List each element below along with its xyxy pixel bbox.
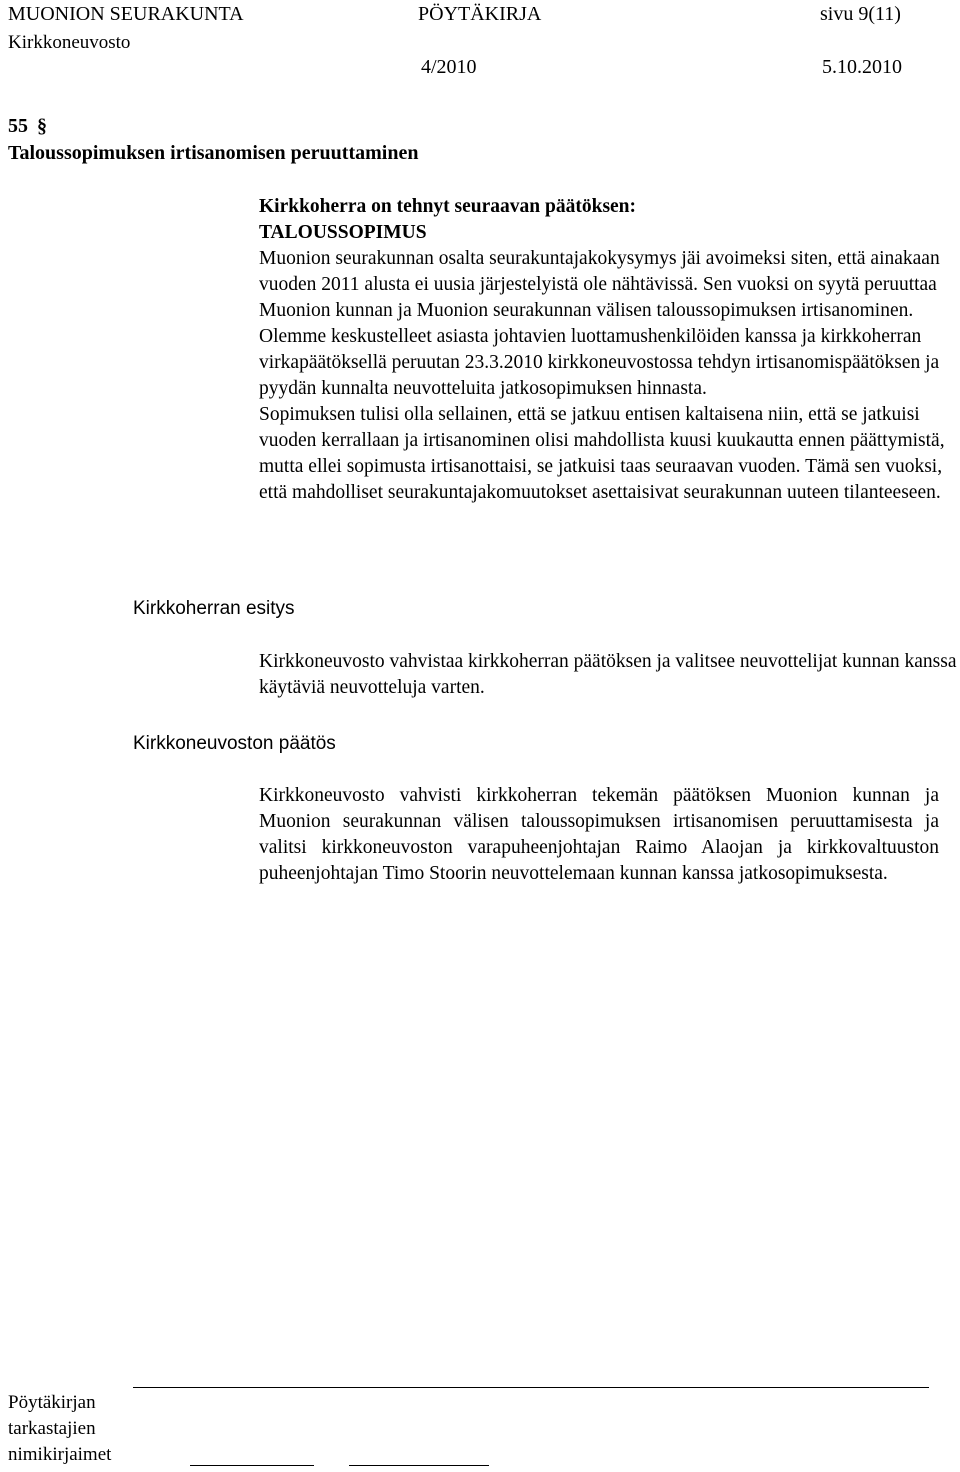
section-symbol: §: [37, 115, 47, 137]
org-name: MUONION SEURAKUNTA: [8, 3, 244, 25]
section-title: Taloussopimuksen irtisanomisen peruuttaminen: [8, 142, 419, 164]
decision-subheading: TALOUSSOPIMUS: [259, 222, 427, 243]
initials-line-1[interactable]: [190, 1465, 314, 1466]
decision-text: Kirkkoneuvosto vahvisti kirkkoherran tekemän päätöksen Muonion kunnan ja Muonion seurakunnan välisen taloussopimuksen irtisanomisen peruuttamisesta ja valitsi kirkkoneuvoston varapuheenjohtajan Raimo Alaojan ja kirkkovaltuuston puheenjohtajan Timo Stoorin neuvottelemaan kunnan kanssa jatkosopimuksesta.: [259, 785, 939, 884]
proposal-text: Kirkkoneuvosto vahvistaa kirkkoherran päätöksen ja valitsee neuvottelijat kunnan kanssa käytäviä neuvotteluja varten.: [259, 651, 957, 698]
decision-heading: Kirkkoherra on tehnyt seuraavan päätöksen:: [259, 196, 637, 217]
decision-paragraph-2: Sopimuksen tulisi olla sellainen, että se jatkuu entisen kaltaisena niin, että se jatkuisi vuoden kerrallaan ja irtisanominen olisi mahdollista kuusi kuukautta ennen päättymistä, mutta ellei sopimusta irtisanottaisi, se jatkuisi taas seuraavan vuoden. Tämä sen vuoksi, että mahdolliset seurakuntajakomuutokset asettaisivat seurakunnan uuteen tilanteeseen.: [259, 404, 945, 503]
decision-intro: [259, 194, 959, 506]
footer-divider: [133, 1387, 929, 1388]
footer-line-3: nimikirjaimet: [8, 1444, 112, 1465]
meeting-number: 4/2010: [421, 56, 477, 78]
section-number-value: 55: [8, 115, 28, 137]
meeting-date: 5.10.2010: [822, 56, 902, 78]
body-name: Kirkkoneuvosto: [8, 32, 131, 53]
footer-line-1: Pöytäkirjan: [8, 1392, 96, 1413]
footer-line-2: tarkastajien: [8, 1418, 96, 1439]
decision-paragraph-1: Muonion seurakunnan osalta seurakuntajakokysymys jäi avoimeksi siten, että ainakaan vuoden 2011 alusta ei uusia järjestelyistä ole nähtävissä. Sen vuoksi on syytä peruuttaa Muonion kunnan ja Muonion seurakunnan välisen taloussopimuksen irtisanominen. Olemme keskustelleet asiasta johtavien luottamushenkilöiden kanssa ja kirkkoherran virkapäätöksellä peruutan 23.3.2010 kirkkoneuvostossa tehdyn irtisanomispäätöksen ja pyydän kunnalta neuvotteluita jatkosopimuksen hinnasta.: [259, 248, 940, 399]
proposal-block: [259, 649, 959, 701]
section-number: [8, 113, 47, 139]
initials-line-2[interactable]: [349, 1465, 489, 1466]
proposal-label: Kirkkoherran esitys: [133, 598, 295, 619]
doc-type: PÖYTÄKIRJA: [418, 3, 542, 25]
page-number: sivu 9(11): [820, 3, 901, 25]
decision-block: [259, 783, 939, 887]
decision-label: Kirkkoneuvoston päätös: [133, 733, 336, 754]
